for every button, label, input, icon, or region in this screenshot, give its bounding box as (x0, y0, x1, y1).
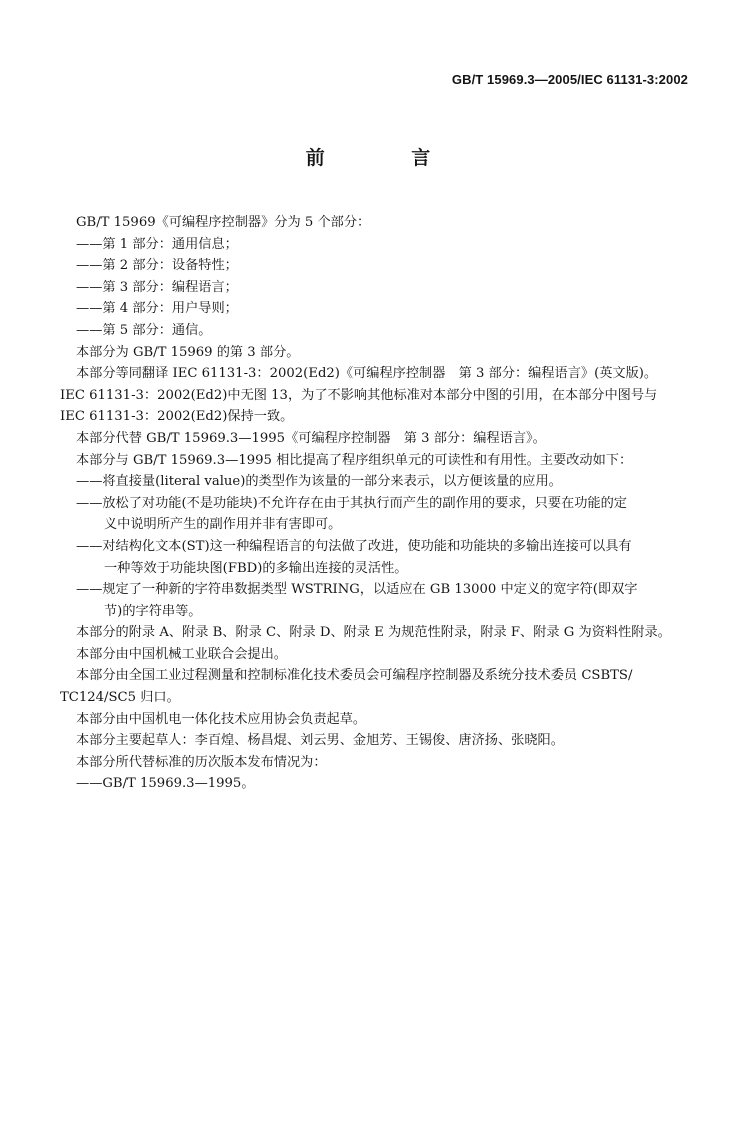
change-item-continuation (76, 514, 688, 536)
continuation-text: 节)的字符串等。 (104, 603, 202, 619)
list-item: ——GB/T 15969.3—1995。 (76, 776, 255, 792)
list-item-part-5: ——第 5 部分：通信。 (76, 322, 212, 338)
list-item-part-2: ——第 2 部分：设备特性； (76, 258, 238, 274)
change-item: ——将直接量(literal value)的类型作为该量的一部分来表示，以方便该量的应用。 (76, 474, 562, 490)
paragraph: 本部分的附录 A、附录 B、附录 C、附录 D、附录 E 为规范性附录，附录 F、附录 G 为资料性附录。 (76, 625, 671, 641)
paragraph: GB/T 15969《可编程序控制器》分为 5 个部分： (76, 215, 371, 230)
paragraph: 本部分所代替标准的历次版本发布情况为： (76, 754, 327, 770)
paragraph-continuation: IEC 61131-3：2002(Ed2)保持一致。 (60, 409, 294, 425)
paragraph: 本部分主要起草人：李百煌、杨昌焜、刘云男、金旭芳、王锡俊、唐济扬、张晓阳。 (76, 733, 564, 749)
paragraph: 本部分由中国机械工业联合会提出。 (76, 646, 287, 662)
continuation-text: 义中说明所产生的副作用并非有害即可。 (104, 517, 342, 533)
change-item-continuation (76, 558, 688, 580)
list-item-part-3: ——第 3 部分：编程语言； (76, 279, 238, 295)
paragraph: 本部分代替 GB/T 15969.3—1995《可编程序控制器 第 3 部分：编程语言》。 (76, 430, 546, 446)
change-item: ——规定了一种新的字符串数据类型 WSTRING，以适应在 GB 13000 中定义的宽字符(即双字 (76, 582, 638, 598)
page-title: 前 言 (305, 147, 471, 169)
foreword-body (60, 212, 688, 795)
paragraph: 本部分为 GB/T 15969 的第 3 部分。 (76, 344, 300, 360)
change-item: ——对结构化文本(ST)这一种编程语言的句法做了改进，使功能和功能块的多输出连接可以具有 (76, 538, 632, 554)
change-item: ——放松了对功能(不是功能块)不允许存在由于其执行而产生的副作用的要求，只要在功能的定 (76, 495, 627, 511)
list-item-part-1: ——第 1 部分：通用信息； (76, 236, 238, 252)
paragraph-continuation: TC124/SC5 归口。 (60, 690, 180, 706)
continuation-text: 一种等效于功能块图(FBD)的多输出连接的灵活性。 (104, 560, 408, 576)
paragraph-continuation: IEC 61131-3：2002(Ed2)中无图 13，为了不影响其他标准对本部分中图的引用，在本部分中图号与 (60, 387, 658, 403)
paragraph: 本部分由中国机电一体化技术应用协会负责起草。 (76, 711, 367, 727)
paragraph: 本部分与 GB/T 15969.3—1995 相比提高了程序组织单元的可读性和有用性。主要改动如下： (76, 452, 633, 468)
change-item-continuation (76, 601, 688, 623)
paragraph: 本部分由全国工业过程测量和控制标准化技术委员会可编程序控制器及系统分技术委员 CSBTS/ (76, 668, 633, 684)
list-item-part-4: ——第 4 部分：用户导则； (76, 301, 238, 317)
standard-number-header: GB/T 15969.3—2005/IEC 61131-3:2002 (451, 72, 688, 87)
paragraph: 本部分等同翻译 IEC 61131-3：2002(Ed2)《可编程序控制器 第 3 部分：编程语言》(英文版)。 (76, 366, 658, 382)
